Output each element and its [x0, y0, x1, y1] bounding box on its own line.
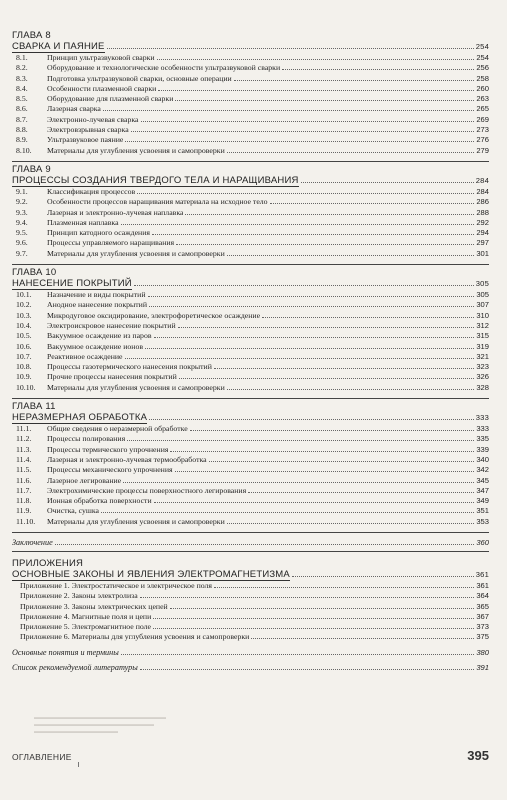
appendix-entry-title: Приложение 4. Магнитные поля и цепи — [20, 611, 152, 621]
dot-leader — [292, 576, 474, 577]
section-title: Реактивное осаждение — [47, 351, 123, 361]
appendix-entry — [12, 622, 489, 632]
bleed-through-text: ▬▬▬▬▬▬▬▬▬▬▬▬▬▬▬▬▬▬▬▬▬▬ ▬▬▬▬▬▬▬▬▬▬▬▬▬▬▬▬▬▬▬▬ ▬▬▬▬▬▬▬▬▬▬▬▬▬▬ — [34, 715, 166, 735]
chapter-page-number: 305 — [475, 279, 489, 289]
dot-leader — [121, 224, 475, 225]
section-number: 10.4. — [16, 320, 32, 330]
section-number: 11.10. — [16, 516, 36, 526]
toc-entry — [12, 146, 489, 156]
section-page-number: 328 — [476, 382, 489, 392]
section-page-number: 273 — [476, 125, 489, 135]
toc-entry — [12, 187, 489, 197]
chapter-block — [12, 28, 489, 156]
section-page-number: 294 — [476, 228, 489, 238]
appendix-label: ПРИЛОЖЕНИЯ — [12, 557, 84, 569]
section-title: Подготовка ультразвуковой сварки, основные операции — [47, 73, 232, 83]
section-page-number: 319 — [476, 341, 489, 351]
literature-entry — [12, 662, 489, 673]
dot-leader — [301, 182, 474, 183]
section-page-number: 335 — [476, 434, 489, 444]
dot-leader — [282, 69, 474, 70]
chapter-title-line — [12, 412, 489, 424]
dot-leader — [214, 368, 474, 369]
dot-leader — [149, 419, 474, 420]
literature-entry-text: Список рекомендуемой литературы — [12, 662, 138, 672]
dot-leader — [158, 90, 474, 91]
dot-leader — [154, 502, 475, 503]
section-title: Вакуумное осаждение из паров — [47, 331, 152, 341]
dot-leader — [148, 296, 475, 297]
chapter-title: СВАРКА И ПАЯНИЕ — [12, 41, 105, 52]
section-title: Принцип ультразвуковой сварки — [47, 53, 155, 62]
toc-entry — [12, 321, 489, 331]
section-page-number: 333 — [476, 424, 489, 434]
section-number: 11.1. — [16, 424, 32, 434]
dot-leader — [227, 523, 475, 524]
running-head: ОГЛАВЛЕНИЕ — [12, 752, 72, 762]
terms-entry-text: Основные понятия и термины — [12, 647, 119, 657]
section-title: Процессы термического упрочнения — [47, 444, 169, 454]
dot-leader — [134, 285, 474, 286]
section-number: 11.9. — [16, 506, 32, 516]
chapter-title-line — [12, 41, 489, 53]
toc-entry — [12, 290, 489, 300]
appendix-entry — [12, 602, 489, 612]
section-number: 10.2. — [16, 300, 32, 310]
toc-entry — [12, 383, 489, 393]
section-title: Материалы для углубления усвоения и самопроверки — [47, 248, 225, 258]
chapter-block — [12, 264, 489, 393]
toc-entry — [12, 352, 489, 362]
section-title: Особенности плазменной сварки — [47, 83, 157, 93]
conclusion-entry-text: Заключение — [12, 537, 53, 547]
dot-leader — [154, 337, 475, 338]
dot-leader — [123, 482, 474, 483]
appendix-title-line — [12, 569, 489, 581]
section-number: 11.6. — [16, 475, 32, 485]
chapter-title: НЕРАЗМЕРНАЯ ОБРАБОТКА — [12, 412, 148, 424]
dot-leader — [125, 141, 474, 142]
section-page-number: 340 — [476, 454, 489, 464]
dot-leader — [125, 358, 475, 359]
toc-entry — [12, 228, 489, 238]
toc-entry — [12, 74, 489, 84]
appendix-entry — [12, 632, 489, 642]
section-page-number: 279 — [476, 145, 489, 155]
toc-entry — [12, 238, 489, 248]
appendix-entry-title: Приложение 3. Законы электрических цепей — [20, 601, 168, 611]
section-title: Лазерная и электронно-лучевая термообработка — [47, 454, 207, 464]
section-page-number: 292 — [476, 217, 489, 227]
dot-leader — [140, 669, 475, 670]
section-number: 9.1. — [16, 186, 28, 196]
toc-entry — [12, 125, 489, 135]
section-title: Электроискровое нанесение покрытий — [47, 320, 176, 330]
section-page-number: 286 — [476, 197, 489, 207]
section-page-number: 305 — [476, 290, 489, 300]
dot-leader — [140, 597, 475, 598]
dot-leader — [175, 100, 474, 101]
section-page-number: 353 — [476, 516, 489, 526]
section-title: Общие сведения о неразмерной обработке — [47, 424, 188, 434]
section-page-number: 349 — [476, 496, 489, 506]
toc-entry — [12, 445, 489, 455]
section-title: Очистка, сушка — [47, 506, 100, 516]
toc-entry — [12, 362, 489, 372]
section-number: 9.4. — [16, 217, 28, 227]
appendix-page-number: 361 — [475, 569, 489, 579]
toc-entry — [12, 506, 489, 516]
page-footer — [12, 748, 489, 763]
section-number: 11.5. — [16, 465, 32, 475]
section-number: 8.2. — [16, 63, 28, 73]
section-number: 11.3. — [16, 444, 32, 454]
section-title: Электронно-лучевая сварка — [47, 114, 139, 124]
dot-leader — [175, 471, 475, 472]
dot-leader — [209, 461, 475, 462]
chapter-page-number: 333 — [475, 413, 489, 423]
section-number: 8.7. — [16, 114, 28, 124]
dot-leader — [153, 628, 474, 629]
section-page-number: 301 — [476, 248, 489, 258]
section-number: 11.2. — [16, 434, 32, 444]
section-title: Микродуговое оксидирование, электрофоретическое осаждение — [47, 310, 261, 320]
dot-leader — [101, 512, 474, 513]
section-number: 8.10. — [16, 145, 32, 155]
toc-entry — [12, 53, 489, 63]
toc-entry — [12, 94, 489, 104]
conclusion-entry-page-number: 360 — [476, 537, 489, 547]
dot-leader — [107, 48, 474, 49]
section-title: Материалы для углубления усвоения и самопроверки — [47, 516, 225, 526]
toc-entry — [12, 208, 489, 218]
section-page-number: 307 — [476, 300, 489, 310]
section-page-number: 263 — [476, 94, 489, 104]
dot-leader — [227, 255, 475, 256]
dot-leader — [55, 544, 475, 545]
section-title: Классификация процессов — [47, 186, 136, 196]
dot-leader — [131, 131, 475, 132]
section-title: Оборудование и технологические особенности ультразвуковой сварки — [47, 63, 281, 73]
section-number: 11.8. — [16, 496, 32, 506]
dot-leader — [179, 378, 475, 379]
section-number: 9.7. — [16, 248, 28, 258]
dot-leader — [149, 306, 474, 307]
toc-entry — [12, 331, 489, 341]
toc-entry — [12, 476, 489, 486]
dot-leader — [227, 389, 475, 390]
appendix-entry-page-number: 364 — [476, 591, 489, 601]
section-number: 10.9. — [16, 372, 32, 382]
page-number: 395 — [467, 748, 489, 763]
section-page-number: 297 — [476, 238, 489, 248]
section-page-number: 269 — [476, 114, 489, 124]
toc-entry — [12, 218, 489, 228]
section-title: Материалы для углубления усвоения и самопроверки — [47, 145, 225, 155]
section-number: 8.1. — [16, 53, 28, 62]
section-title: Прочие процессы нанесения покрытий — [47, 372, 177, 382]
section-number: 8.3. — [16, 73, 28, 83]
dot-leader — [227, 152, 475, 153]
dot-leader — [103, 110, 474, 111]
toc-entry — [12, 135, 489, 145]
dot-leader — [152, 234, 474, 235]
section-number: 10.1. — [16, 290, 32, 300]
dot-leader — [251, 638, 474, 639]
section-page-number: 258 — [476, 73, 489, 83]
section-page-number: 310 — [476, 310, 489, 320]
dot-leader — [214, 587, 474, 588]
section-number: 10.6. — [16, 341, 32, 351]
dot-leader — [137, 193, 474, 194]
section-page-number: 254 — [476, 53, 489, 62]
chapter-block — [12, 398, 489, 527]
toc-entry — [12, 342, 489, 352]
section-title: Принцип катодного осаждения — [47, 228, 150, 238]
chapter-block — [12, 161, 489, 259]
section-page-number: 315 — [476, 331, 489, 341]
footer-tick-mark — [78, 762, 79, 767]
section-number: 8.9. — [16, 135, 28, 145]
toc-entry — [12, 455, 489, 465]
toc-entry — [12, 104, 489, 114]
section-number: 9.6. — [16, 238, 28, 248]
chapter-title: НАНЕСЕНИЕ ПОКРЫТИЙ — [12, 278, 132, 290]
toc-entry — [12, 424, 489, 434]
chapter-label: ГЛАВА 9 — [12, 163, 51, 175]
section-number: 10.10. — [16, 382, 36, 392]
dot-leader — [170, 451, 474, 452]
section-number: 10.7. — [16, 351, 32, 361]
dot-leader — [141, 121, 475, 122]
section-page-number: 351 — [476, 506, 489, 516]
dot-leader — [248, 492, 474, 493]
section-number: 8.8. — [16, 125, 28, 135]
section-page-number: 347 — [476, 485, 489, 495]
appendix-title: ОСНОВНЫЕ ЗАКОНЫ И ЯВЛЕНИЯ ЭЛЕКТРОМАГНЕТИЗМА — [12, 568, 290, 580]
toc-entry — [12, 197, 489, 207]
appendix-entry-page-number: 373 — [476, 622, 489, 632]
section-divider — [12, 532, 489, 533]
appendix-entry-page-number: 367 — [476, 611, 489, 621]
section-title: Процессы газотермического нанесения покрытий — [47, 362, 212, 372]
section-title: Ионная обработка поверхности — [47, 496, 152, 506]
section-number: 9.3. — [16, 207, 28, 217]
chapter-title: ПРОЦЕССЫ СОЗДАНИЯ ТВЕРДОГО ТЕЛА И НАРАЩИВАНИЯ — [12, 174, 299, 186]
section-page-number: 284 — [476, 186, 489, 196]
literature-entry-page-number: 391 — [476, 662, 489, 672]
section-number: 9.5. — [16, 228, 28, 238]
section-page-number: 345 — [476, 475, 489, 485]
section-title: Процессы управляемого наращивания — [47, 238, 175, 248]
dot-leader — [121, 654, 475, 655]
section-title: Процессы механического упрочнения — [47, 465, 173, 475]
chapter-label: ГЛАВА 10 — [12, 267, 57, 279]
section-number: 9.2. — [16, 197, 28, 207]
section-number: 8.6. — [16, 104, 28, 114]
section-title: Материалы для углубления усвоения и самопроверки — [47, 382, 225, 392]
toc-entry — [12, 517, 489, 527]
terms-entry — [12, 647, 489, 658]
dot-leader — [145, 348, 474, 349]
chapter-page-number: 254 — [475, 42, 489, 51]
dot-leader — [262, 317, 474, 318]
table-of-contents — [12, 28, 489, 673]
appendix-entry-title: Приложение 6. Материалы для углубления усвоения и самопроверки — [20, 632, 250, 642]
section-title: Особенности процессов наращивания материала на исходное тело — [47, 197, 268, 207]
section-title: Плазменная наплавка — [47, 217, 119, 227]
appendix-entry — [12, 591, 489, 601]
dot-leader — [176, 244, 474, 245]
section-number: 8.5. — [16, 94, 28, 104]
section-number: 10.8. — [16, 362, 32, 372]
section-title: Лазерная и электронно-лучевая наплавка — [47, 207, 184, 217]
dot-leader — [185, 214, 474, 215]
section-page-number: 265 — [476, 104, 489, 114]
section-title: Анодное нанесение покрытий — [47, 300, 148, 310]
dot-leader — [170, 608, 475, 609]
section-number: 8.4. — [16, 83, 28, 93]
section-title: Электровзрывная сварка — [47, 125, 129, 135]
section-number: 10.5. — [16, 331, 32, 341]
toc-entry — [12, 115, 489, 125]
appendix-entry-page-number: 365 — [476, 601, 489, 611]
chapter-label: ГЛАВА 8 — [12, 30, 51, 41]
appendix-entry-title: Приложение 2. Законы электролиза — [20, 591, 138, 601]
section-title: Вакуумное осаждение ионов — [47, 341, 144, 351]
toc-entry — [12, 434, 489, 444]
conclusion-entry — [12, 537, 489, 548]
toc-entry — [12, 496, 489, 506]
section-page-number: 326 — [476, 372, 489, 382]
dot-leader — [157, 59, 475, 60]
appendix-entry-page-number: 361 — [476, 580, 489, 590]
toc-entry — [12, 84, 489, 94]
dot-leader — [178, 327, 475, 328]
section-title: Ультразвуковое паяние — [47, 135, 124, 145]
appendix-entry — [12, 581, 489, 591]
chapter-title-line — [12, 278, 489, 290]
section-title: Лазерная сварка — [47, 104, 101, 114]
dot-leader — [127, 440, 474, 441]
section-page-number: 260 — [476, 83, 489, 93]
section-number: 11.4. — [16, 454, 32, 464]
section-title: Оборудование для плазменной сварки — [47, 94, 174, 104]
section-page-number: 312 — [476, 320, 489, 330]
section-title: Процессы полирования — [47, 434, 126, 444]
dot-leader — [153, 618, 474, 619]
section-title: Назначение и виды покрытий — [47, 290, 146, 300]
chapter-title-line — [12, 175, 489, 187]
chapter-label: ГЛАВА 11 — [12, 401, 56, 413]
section-title: Лазерное легирование — [47, 475, 122, 485]
section-page-number: 321 — [476, 351, 489, 361]
dot-leader — [234, 80, 475, 81]
section-page-number: 339 — [476, 444, 489, 454]
appendix-entry — [12, 612, 489, 622]
toc-entry — [12, 311, 489, 321]
dot-leader — [270, 203, 475, 204]
section-page-number: 342 — [476, 465, 489, 475]
toc-entry — [12, 63, 489, 73]
section-divider — [12, 551, 489, 552]
section-number: 10.3. — [16, 310, 32, 320]
terms-entry-page-number: 380 — [476, 647, 489, 657]
section-page-number: 256 — [476, 63, 489, 73]
section-page-number: 288 — [476, 207, 489, 217]
appendix-entry-title: Приложение 5. Электромагнитное поле — [20, 622, 152, 632]
appendix-entry-title: Приложение 1. Электростатическое и электрическое поля — [20, 580, 213, 590]
section-page-number: 276 — [476, 135, 489, 145]
toc-entry — [12, 249, 489, 259]
section-number: 11.7. — [16, 485, 32, 495]
toc-entry — [12, 300, 489, 310]
dot-leader — [190, 430, 475, 431]
toc-entry — [12, 372, 489, 382]
section-title: Электрохимические процессы поверхностного легирования — [47, 485, 247, 495]
section-page-number: 323 — [476, 362, 489, 372]
toc-entry — [12, 486, 489, 496]
toc-entry — [12, 465, 489, 475]
appendix-entry-page-number: 375 — [476, 632, 489, 642]
chapter-page-number: 284 — [475, 175, 489, 185]
